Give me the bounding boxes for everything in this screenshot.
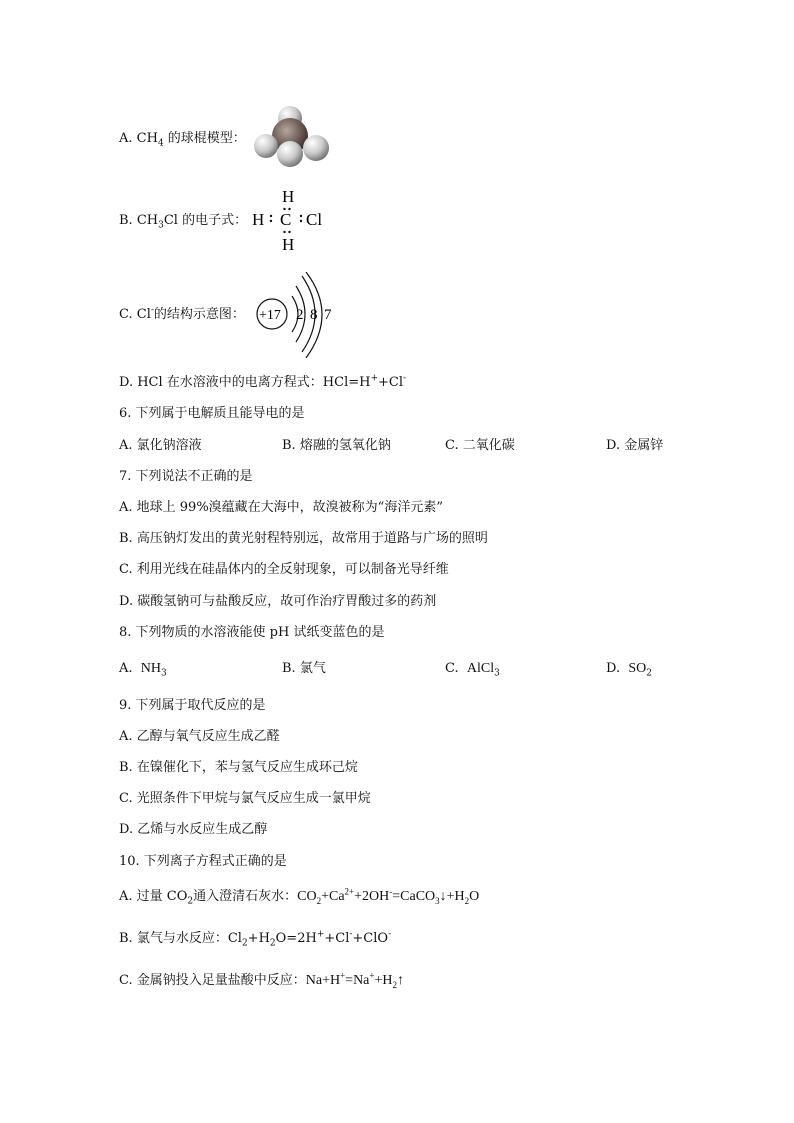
q7-option-d: D. 碳酸氢钠可与盐酸反应，故可作治疗胃酸过多的药剂 xyxy=(119,594,437,609)
q7-option-b: B. 高压钠灯发出的黄光射程特别远，故常用于道路与广场的照明 xyxy=(119,531,488,546)
option-b-electron-formula: B. $CH_3Cl$ 的电子式： xyxy=(119,213,248,231)
h-left: H xyxy=(252,210,265,229)
q6-stem: 6. 下列属于电解质且能导电的是 xyxy=(119,406,305,421)
q6-option-c: C. 二氧化碳 xyxy=(445,438,515,453)
nucleus-charge: +17 xyxy=(259,308,281,323)
q10-option-c: C. 金属钠投入足量盐酸中反应：$Na+H^+=Na^++H_2↑$ xyxy=(119,970,404,990)
q6-option-d: D. 金属锌 xyxy=(606,438,664,453)
q8-option-b: B. 氯气 xyxy=(282,661,326,676)
q9-option-a: A. 乙醇与氧气反应生成乙醛 xyxy=(119,729,280,744)
q7-option-c: C. 利用光线在硅晶体内的全反射现象，可以制备光导纤维 xyxy=(119,562,449,577)
q6-option-b: B. 熔融的氢氧化钠 xyxy=(282,438,391,453)
h-bottom: H xyxy=(282,235,295,254)
q10-stem: 10. 下列离子方程式正确的是 xyxy=(119,854,287,869)
h-top: H xyxy=(282,187,295,206)
carbon: C xyxy=(280,210,292,229)
q6-option-a: A. 氯化钠溶液 xyxy=(119,438,202,453)
option-d-ionization: D. HCl 在水溶液中的电离方程式：HCl=H++Cl- xyxy=(119,373,407,390)
q8-stem: 8. 下列物质的水溶液能使 pH 试纸变蓝色的是 xyxy=(119,625,385,640)
q8-option-c: C. AlCl$_3$ xyxy=(445,661,500,679)
q9-option-c: C. 光照条件下甲烷与氯气反应生成一氯甲烷 xyxy=(119,791,371,806)
q9-stem: 9. 下列属于取代反应的是 xyxy=(119,698,266,713)
q9-option-d: D. 乙烯与水反应生成乙醇 xyxy=(119,822,268,837)
q7-stem: 7. 下列说法不正确的是 xyxy=(119,469,253,484)
option-a-ch4-model: A. $CH_4$ 的球棍模型： xyxy=(119,131,246,149)
shell-3: 7 xyxy=(324,307,332,323)
shell-2: 8 xyxy=(310,307,318,323)
chlorine: Cl xyxy=(306,210,323,229)
q7-option-a: A. 地球上 99%溴蕴藏在大海中，故溴被称为“海洋元素” xyxy=(119,500,443,515)
q10-option-a: A. 过量 $CO_2$通入澄清石灰水：$CO_2+Ca^{2+}+2OH^-=CaCO_3↓+H_2O$ xyxy=(119,886,480,907)
option-c-structure: C. Cl-的结构示意图： xyxy=(119,305,245,322)
q8-option-d: D. $SO_2$ xyxy=(606,661,652,679)
shell-1: 2 xyxy=(296,307,304,323)
q10-option-b: B. 氯气与水反应：$Cl_2+H_2O=2H^++Cl^-+ClO^-$ xyxy=(119,929,392,949)
q9-option-b: B. 在镍催化下，苯与氢气反应生成环己烷 xyxy=(119,760,358,775)
ch3cl-electron-dot-diagram xyxy=(246,186,336,256)
q8-option-a: A. $NH_3$ xyxy=(119,661,167,679)
cl-ion-atomic-structure-diagram xyxy=(252,272,342,358)
methane-ball-stick-model-icon xyxy=(252,104,332,168)
